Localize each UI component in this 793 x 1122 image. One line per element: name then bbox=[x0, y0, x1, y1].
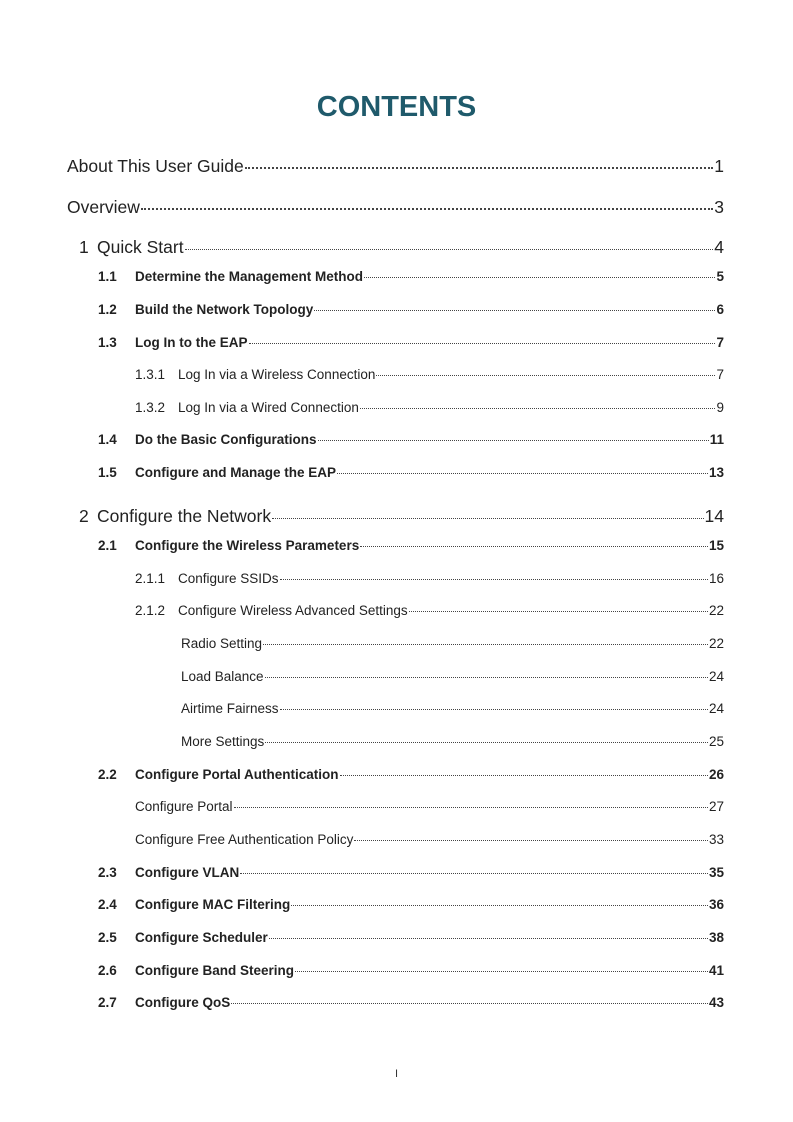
toc-entry-2-1-2[interactable] bbox=[135, 603, 724, 618]
toc-entry-2-2[interactable] bbox=[98, 767, 724, 782]
toc-entry-label: Configure MAC Filtering bbox=[135, 897, 291, 912]
toc-entry-label: Build the Network Topology bbox=[135, 302, 314, 317]
toc-entry-label: Determine the Management Method bbox=[135, 269, 364, 284]
toc-entry-number: 1.1 bbox=[98, 269, 117, 284]
toc-entry-label: Overview bbox=[67, 197, 140, 217]
toc-leader-dots bbox=[364, 277, 715, 278]
toc-entry-2-1-1[interactable] bbox=[135, 571, 724, 586]
toc-entry-label: Configure Wireless Advanced Settings bbox=[178, 603, 408, 618]
toc-entry-number: 1.2 bbox=[98, 302, 117, 317]
toc-entry-number: 1.3.1 bbox=[135, 367, 166, 382]
toc-leader-dots bbox=[295, 971, 708, 972]
toc-entry-label: Log In via a Wireless Connection bbox=[178, 367, 376, 382]
toc-entry-label: Configure SSIDs bbox=[178, 571, 279, 586]
toc-entry-1-3[interactable] bbox=[98, 335, 724, 350]
toc-entry-label: Configure Free Authentication Policy bbox=[135, 832, 354, 847]
toc-page-number: 15 bbox=[708, 538, 724, 553]
toc-page-number: 7 bbox=[716, 367, 724, 382]
toc-entry-more-settings[interactable] bbox=[181, 734, 724, 749]
toc-entry-label: Configure Portal Authentication bbox=[135, 767, 339, 782]
toc-page-number: 25 bbox=[708, 734, 724, 749]
toc-entry-number: 2.4 bbox=[98, 897, 117, 912]
toc-entry-load-balance[interactable] bbox=[181, 669, 724, 684]
toc-entry-2-7[interactable] bbox=[98, 995, 724, 1010]
toc-entry-number: 2.2 bbox=[98, 767, 117, 782]
toc-leader-dots bbox=[185, 249, 714, 250]
toc-entry-1-2[interactable] bbox=[98, 302, 724, 317]
toc-leader-dots bbox=[249, 343, 716, 344]
toc-entry-label: Configure the Wireless Parameters bbox=[135, 538, 360, 553]
toc-entry-label: Configure and Manage the EAP bbox=[135, 465, 337, 480]
toc-entry-label: About This User Guide bbox=[67, 156, 244, 176]
toc-page-number: 6 bbox=[716, 302, 724, 317]
toc-entry-configure-portal[interactable] bbox=[135, 799, 724, 814]
toc-entry-label: Radio Setting bbox=[181, 636, 263, 651]
toc-page-number: 4 bbox=[714, 237, 724, 257]
toc-page-number: 41 bbox=[708, 963, 724, 978]
toc-entry-number: 2.1.2 bbox=[135, 603, 166, 618]
toc-page-number: 22 bbox=[708, 636, 724, 651]
toc-page-number: 5 bbox=[716, 269, 724, 284]
toc-entry-label: Quick Start bbox=[97, 237, 184, 257]
toc-entry-about-this-user-guide[interactable] bbox=[67, 156, 724, 177]
toc-entry-label: More Settings bbox=[181, 734, 265, 749]
toc-leader-dots bbox=[240, 873, 708, 874]
toc-page-number: 27 bbox=[708, 799, 724, 814]
toc-page-number: 26 bbox=[708, 767, 724, 782]
toc-entry-label: Configure QoS bbox=[135, 995, 231, 1010]
toc-entry-label: Configure VLAN bbox=[135, 865, 240, 880]
toc-leader-dots bbox=[409, 611, 708, 612]
toc-leader-dots bbox=[269, 938, 708, 939]
toc-leader-dots bbox=[280, 579, 708, 580]
toc-leader-dots bbox=[360, 546, 708, 547]
toc-entry-number: 2.1.1 bbox=[135, 571, 166, 586]
toc-leader-dots bbox=[141, 208, 713, 210]
toc-page-number: 35 bbox=[708, 865, 724, 880]
footer-page-number: I bbox=[394, 1068, 399, 1080]
toc-entry-number: 2.6 bbox=[98, 963, 117, 978]
toc-leader-dots bbox=[245, 167, 714, 169]
toc-entry-number: 1.3 bbox=[98, 335, 117, 350]
toc-entry-number: 2.7 bbox=[98, 995, 117, 1010]
toc-entry-configure-free-authentication-policy[interactable] bbox=[135, 832, 724, 847]
toc-leader-dots bbox=[234, 807, 708, 808]
toc-page-number: 9 bbox=[716, 400, 724, 415]
toc-page-number: 13 bbox=[708, 465, 724, 480]
toc-page-number: 22 bbox=[708, 603, 724, 618]
toc-leader-dots bbox=[265, 677, 708, 678]
toc-entry-chapter-2-configure-the-network[interactable] bbox=[79, 506, 724, 527]
toc-page-number: 7 bbox=[716, 335, 724, 350]
toc-entry-label: Load Balance bbox=[181, 669, 264, 684]
toc-entry-label: Do the Basic Configurations bbox=[135, 432, 317, 447]
toc-entry-1-4[interactable] bbox=[98, 432, 724, 447]
toc-entry-label: Log In to the EAP bbox=[135, 335, 248, 350]
toc-leader-dots bbox=[280, 709, 708, 710]
toc-leader-dots bbox=[340, 775, 708, 776]
toc-page-number: 24 bbox=[708, 701, 724, 716]
toc-page-number: 24 bbox=[708, 669, 724, 684]
toc-entry-1-5[interactable] bbox=[98, 465, 724, 480]
toc-entry-1-1[interactable] bbox=[98, 269, 724, 284]
toc-entry-label: Log In via a Wired Connection bbox=[178, 400, 359, 415]
toc-leader-dots bbox=[291, 905, 708, 906]
toc-entry-number: 1.4 bbox=[98, 432, 117, 447]
toc-page-number: 16 bbox=[708, 571, 724, 586]
toc-leader-dots bbox=[354, 840, 708, 841]
toc-entry-chapter-1-quick-start[interactable] bbox=[79, 237, 724, 258]
toc-entry-2-1[interactable] bbox=[98, 538, 724, 553]
toc-leader-dots bbox=[314, 310, 715, 311]
toc-entry-number: 1.5 bbox=[98, 465, 117, 480]
toc-entry-number: 2.3 bbox=[98, 865, 117, 880]
toc-entry-label: Airtime Fairness bbox=[181, 701, 279, 716]
toc-leader-dots bbox=[376, 375, 715, 376]
toc-leader-dots bbox=[263, 644, 708, 645]
toc-entry-label: Configure Scheduler bbox=[135, 930, 268, 945]
toc-page-number: 36 bbox=[708, 897, 724, 912]
toc-leader-dots bbox=[272, 518, 703, 519]
toc-page-number: 14 bbox=[704, 506, 724, 526]
toc-page-number: 3 bbox=[714, 197, 724, 217]
toc-entry-overview[interactable] bbox=[67, 197, 724, 218]
toc-entry-label: Configure Band Steering bbox=[135, 963, 295, 978]
toc-page-number: 11 bbox=[709, 432, 724, 447]
toc-entry-2-6[interactable] bbox=[98, 963, 724, 978]
toc-entry-number: 2.5 bbox=[98, 930, 117, 945]
toc-page-number: 38 bbox=[708, 930, 724, 945]
toc-entry-airtime-fairness[interactable] bbox=[181, 701, 724, 716]
toc-entry-2-5[interactable] bbox=[98, 930, 724, 945]
toc-entry-2-3[interactable] bbox=[98, 865, 724, 880]
toc-entry-number: 2 bbox=[79, 506, 89, 526]
toc-entry-label: Configure Portal bbox=[135, 799, 233, 814]
toc-entry-1-3-1[interactable] bbox=[135, 367, 724, 382]
page-title: CONTENTS bbox=[316, 91, 477, 123]
toc-page-number: 33 bbox=[708, 832, 724, 847]
toc-page-number: 43 bbox=[708, 995, 724, 1010]
toc-entry-1-3-2[interactable] bbox=[135, 400, 724, 415]
toc-entry-label: Configure the Network bbox=[97, 506, 272, 526]
toc-leader-dots bbox=[231, 1003, 708, 1004]
toc-entry-2-4[interactable] bbox=[98, 897, 724, 912]
toc-entry-number: 2.1 bbox=[98, 538, 117, 553]
toc-entry-number: 1.3.2 bbox=[135, 400, 166, 415]
toc-leader-dots bbox=[318, 440, 709, 441]
toc-leader-dots bbox=[265, 742, 708, 743]
toc-entry-radio-setting[interactable] bbox=[181, 636, 724, 651]
toc-leader-dots bbox=[360, 408, 716, 409]
toc-leader-dots bbox=[337, 473, 708, 474]
toc-page-number: 1 bbox=[714, 156, 724, 176]
toc-entry-number: 1 bbox=[79, 237, 89, 257]
